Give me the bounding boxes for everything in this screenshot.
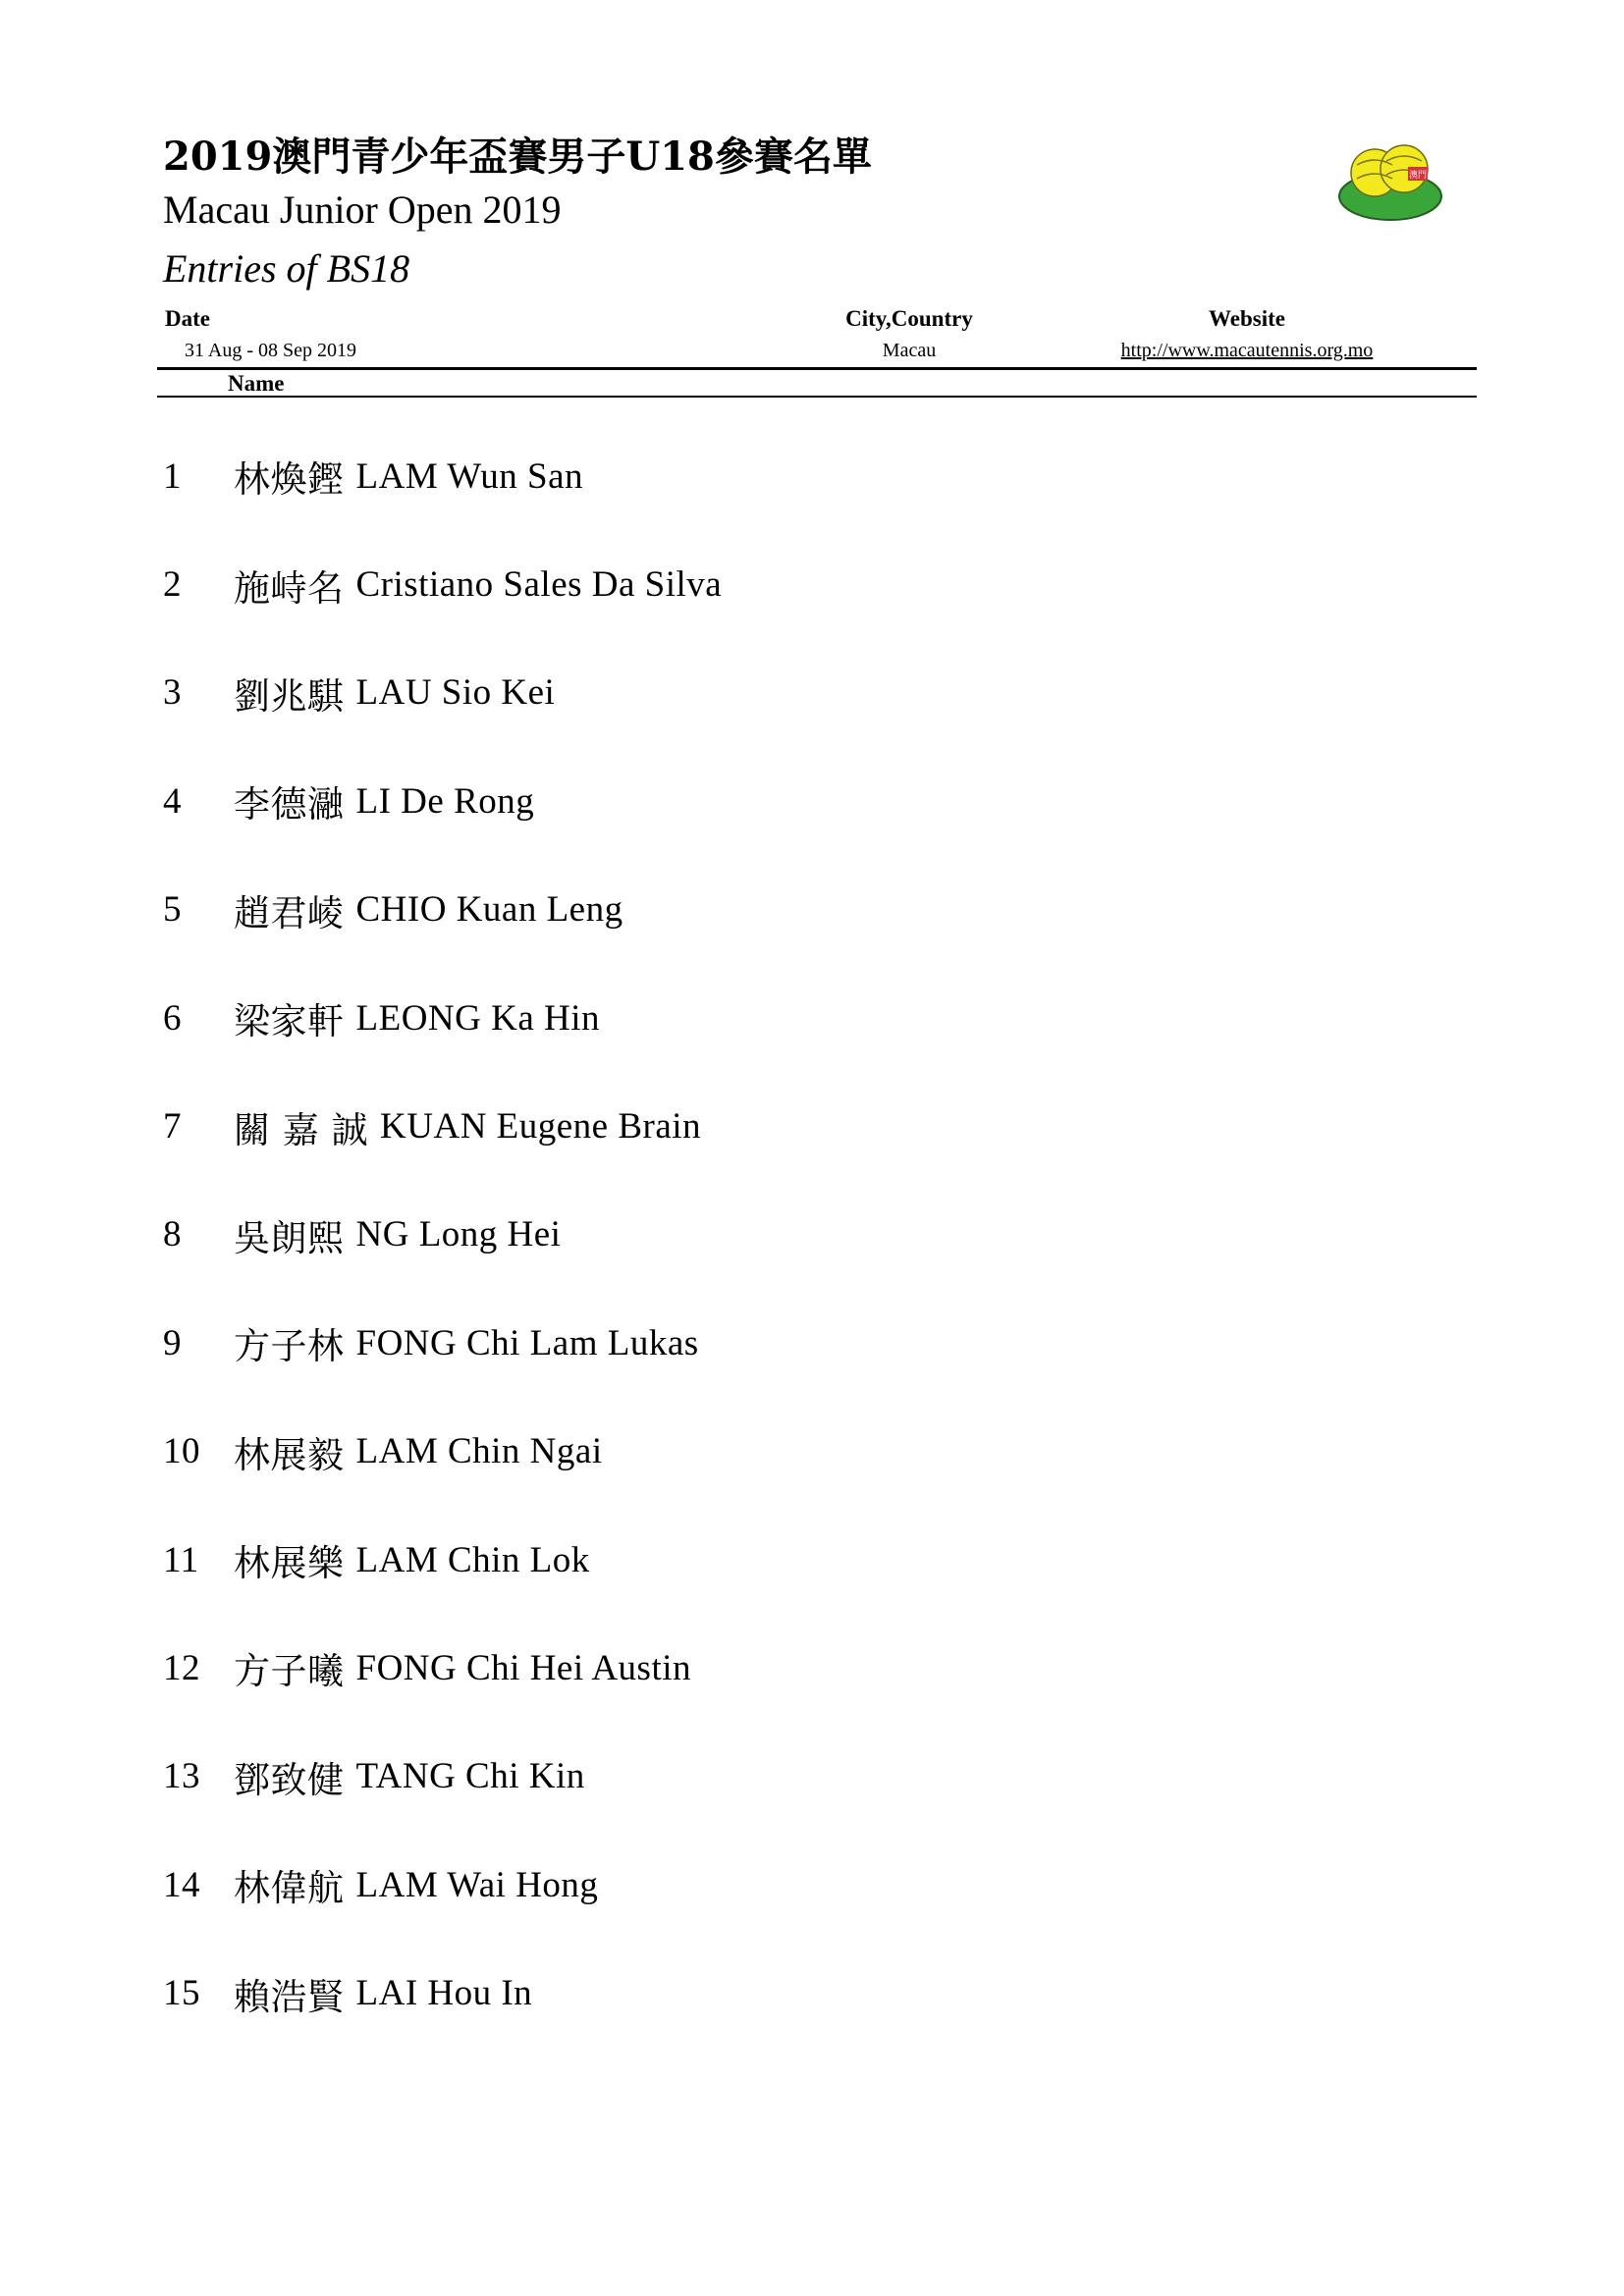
title-chinese: 2019澳門青少年盃賽男子U18參賽名單 [163,133,872,180]
entry-name-chinese: 林展樂 [234,1542,345,1585]
event-subtitle: Entries of BS18 [163,246,410,291]
entry-name-english: NG Long Hei [355,1214,562,1255]
association-logo [1335,135,1445,224]
name-column-label: Name [228,371,285,396]
list-item [163,1289,1439,1397]
entry-name-chinese: 林偉航 [234,1867,345,1910]
list-item [163,1398,1439,1506]
entry-name-english: Cristiano Sales Da Silva [355,564,723,606]
entry-name-chinese: 賴浩賢 [234,1975,345,2018]
entry-number: 12 [163,1647,200,1688]
entry-number: 9 [163,1322,182,1363]
list-item [163,1939,1439,2047]
entry-number: 4 [163,780,182,822]
list-item [163,1072,1439,1180]
entry-number: 15 [163,1973,200,2014]
entry-name-english: LEONG Ka Hin [355,997,601,1039]
list-item [163,530,1439,638]
entry-number: 13 [163,1756,200,1797]
entry-number: 14 [163,1864,200,1905]
entry-name-english: FONG Chi Hei Austin [355,1647,692,1688]
entry-name-english: KUAN Eugene Brain [380,1106,702,1148]
entry-name-english: LI De Rong [355,780,535,822]
list-item [163,1181,1439,1289]
entry-name-english: LAM Wun San [355,455,583,497]
entry-name-english: LAU Sio Kei [355,672,556,714]
list-item [163,747,1439,855]
entry-name-chinese: 方子曦 [234,1650,345,1693]
date-value: 31 Aug - 08 Sep 2019 [185,340,356,361]
entry-name-chinese: 劉兆騏 [234,674,345,718]
entry-name-chinese: 吳朗熙 [234,1216,345,1259]
header-divider-thick [157,367,1477,370]
list-item [163,856,1439,964]
entry-name-chinese: 林展毅 [234,1433,345,1476]
entry-name-english: LAM Chin Ngai [355,1431,603,1472]
entry-name-chinese: 梁家軒 [234,1000,345,1043]
entry-number: 3 [163,672,182,714]
header-divider-thin [157,396,1477,398]
entry-name-chinese: 施峙名 [234,566,345,610]
entry-list [163,422,1439,2048]
entry-name-english: TANG Chi Kin [355,1756,585,1797]
list-item [163,639,1439,747]
list-item [163,1723,1439,1831]
website-label: Website [1209,306,1285,331]
entry-number: 8 [163,1214,182,1255]
title-english: Macau Junior Open 2019 [163,187,562,232]
entry-name-chinese: 林煥鏗 [234,458,345,502]
logo-text: 澳門 [1408,171,1428,181]
list-item [163,422,1439,530]
city-country-label: City,Country [845,306,973,331]
entry-number: 2 [163,564,182,606]
list-item [163,1831,1439,1939]
entry-name-chinese: 李德瀜 [234,783,345,827]
list-item [163,1614,1439,1722]
list-item [163,964,1439,1072]
entry-number: 7 [163,1106,182,1148]
entry-number: 10 [163,1431,200,1472]
entry-name-english: LAM Wai Hong [355,1864,599,1905]
entry-name-chinese: 鄧致健 [234,1758,345,1801]
entry-number: 11 [163,1539,199,1580]
date-label: Date [165,306,210,331]
entry-name-chinese: 方子林 [234,1325,345,1368]
entry-name-english: FONG Chi Lam Lukas [355,1322,699,1363]
entry-number: 6 [163,997,182,1039]
entry-number: 5 [163,889,182,931]
list-item [163,1506,1439,1614]
entry-name-chinese: 關 嘉 誠 [234,1108,369,1151]
entry-name-chinese: 趙君崚 [234,891,345,934]
city-country-value: Macau [882,340,937,361]
website-link[interactable]: http://www.macautennis.org.mo [1120,340,1374,361]
entry-name-english: CHIO Kuan Leng [355,889,623,931]
entry-name-english: LAM Chin Lok [355,1539,590,1580]
entry-number: 1 [163,455,182,497]
entry-name-english: LAI Hou In [355,1973,533,2014]
